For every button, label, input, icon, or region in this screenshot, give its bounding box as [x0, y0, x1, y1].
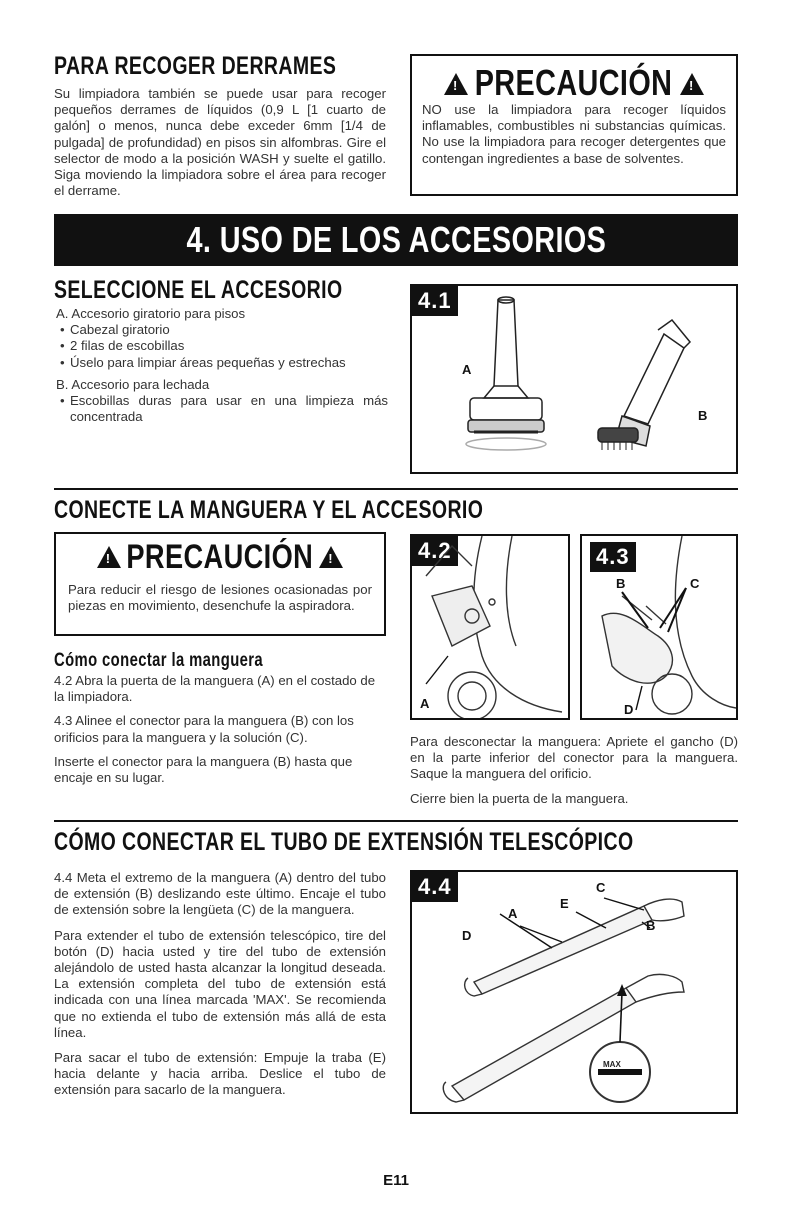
- step-4-3: 4.3 Alinee el conector para la manguera (B) con los orificios para la manguera y la solución (C).: [54, 713, 354, 745]
- label-b: B: [616, 576, 626, 591]
- figure-label: 4.1: [412, 286, 458, 316]
- insert-connector-text: Inserte el conector para la manguera (B) hasta que encaje en su lugar.: [54, 753, 353, 786]
- label-b: B: [646, 918, 656, 933]
- derrames-title: PARA RECOGER DERRAMES: [54, 52, 337, 80]
- remove-tube-text: Para sacar el tubo de extensión: Empuje la traba (E) hacia delante y hacia arriba. Deslice el tubo de extensión para sacarlo de la manguera.: [54, 1050, 386, 1098]
- label-d: D: [462, 928, 472, 943]
- list-item: • Cabezal giratorio: [56, 322, 388, 338]
- tubo-title: CÓMO CONECTAR EL TUBO DE EXTENSIÓN TELESCÓPICO: [54, 828, 634, 856]
- warning-icon: !: [97, 546, 121, 568]
- caution-1-title: PRECAUCIÓN: [475, 62, 673, 103]
- section-banner: [54, 214, 738, 266]
- accessory-a-features: [56, 322, 388, 371]
- conecte-title: CONECTE LA MANGUERA Y EL ACCESORIO: [54, 496, 484, 524]
- caution-box-1: [410, 54, 738, 196]
- warning-icon: !: [680, 73, 704, 95]
- hose-door-illustration: [412, 536, 568, 718]
- label-d: D: [624, 702, 634, 717]
- label-a: A: [462, 362, 472, 377]
- accessory-b-heading: B. Accesorio para lechada: [56, 376, 210, 392]
- section-banner-title: 4. USO DE LOS ACCESORIOS: [186, 219, 606, 260]
- figure-4-4: [410, 870, 738, 1114]
- caution-2-body: Para reducir el riesgo de lesiones ocasionadas por piezas en movimiento, desenchufe la aspiradora.: [68, 582, 372, 614]
- page-number: E11: [383, 1172, 409, 1189]
- accessory-b-features: [56, 393, 388, 425]
- caution-1-body: NO use la limpiadora para recoger líquidos inflamables, combustibles ni substancias químicas. No use la limpiadora para recoger detergentes que contengan ingredientes a base de solventes.: [422, 102, 726, 166]
- figure-4-2: [410, 534, 570, 720]
- figure-label: 4.3: [590, 542, 636, 572]
- seleccione-list: [56, 306, 388, 425]
- label-c: C: [596, 880, 606, 895]
- caution-box-2: [54, 532, 386, 636]
- list-item: • Úselo para limpiar áreas pequeñas y estrechas: [56, 355, 388, 371]
- caution-2-title: PRECAUCIÓN: [126, 538, 314, 576]
- step-4-4: 4.4 Meta el extremo de la manguera (A) dentro del tubo de extensión (B) deslizando este último. Encaje el tubo de extensión sobre la lengüeta (C) de la manguera.: [54, 870, 386, 918]
- disconnect-instructions: [410, 734, 738, 807]
- accessory-a-heading: A. Accesorio giratorio para pisos: [56, 306, 246, 321]
- extend-tube-text: Para extender el tubo de extensión telescópico, tire del botón (D) hacia usted y tire del tubo de extensión alejándolo de usted hasta alcanzar la longitud deseada. La extensión completa del tubo de extensión está indicada con una línea marcada 'MAX'. Se recomienda que no extienda el tubo de extensión más allá de esta línea.: [54, 927, 386, 1040]
- figure-4-3: [580, 534, 738, 720]
- manguera-instructions: [54, 673, 386, 786]
- list-item: • 2 filas de escobillas: [56, 338, 388, 354]
- figure-label: 4.2: [412, 536, 458, 566]
- label-a: A: [508, 906, 518, 921]
- derrames-body: Su limpiadora también se puede usar para recoger pequeños derrames de líquidos (0,9 L [1 cuarto de galón] o menos, nunca debe exceder 6mm [1/4 de pulgada] de profundidad) en pisos sin alfombras. Gire el selector de modo a la posición WASH y suelte el gatillo. Siga moviendo la limpiadora sobre el área para recoger el derrame.: [54, 86, 386, 199]
- figure-label: 4.4: [412, 872, 458, 902]
- warning-icon: !: [319, 546, 343, 568]
- floor-and-grout-tools-illustration: [412, 286, 736, 472]
- manguera-subtitle: Cómo conectar la manguera: [54, 650, 264, 671]
- max-marking: MAX: [603, 1060, 621, 1069]
- figure-4-1: [410, 284, 738, 474]
- disconnect-text: Para desconectar la manguera: Apriete el gancho (D) en la parte inferior del conector para la manguera. Saque la manguera del orificio.: [410, 734, 738, 782]
- warning-icon: !: [444, 73, 468, 95]
- label-c: C: [690, 576, 700, 591]
- step-4-2: 4.2 Abra la puerta de la manguera (A) en el costado de la limpiadora.: [54, 673, 376, 705]
- label-b: B: [698, 408, 708, 423]
- label-a: A: [420, 696, 430, 711]
- tubo-instructions: [54, 870, 386, 1099]
- close-door-text: Cierre bien la puerta de la manguera.: [410, 790, 629, 806]
- seleccione-title: SELECCIONE EL ACCESORIO: [54, 276, 343, 304]
- list-item: • Escobillas duras para usar en una limpieza más concentrada: [56, 393, 388, 425]
- extension-tube-illustration: [412, 872, 736, 1112]
- caution-1-heading: [412, 62, 736, 104]
- hose-connector-illustration: [582, 536, 736, 718]
- section-divider: [54, 488, 738, 490]
- section-divider: [54, 820, 738, 822]
- label-e: E: [560, 896, 569, 911]
- caution-2-heading: [56, 538, 384, 577]
